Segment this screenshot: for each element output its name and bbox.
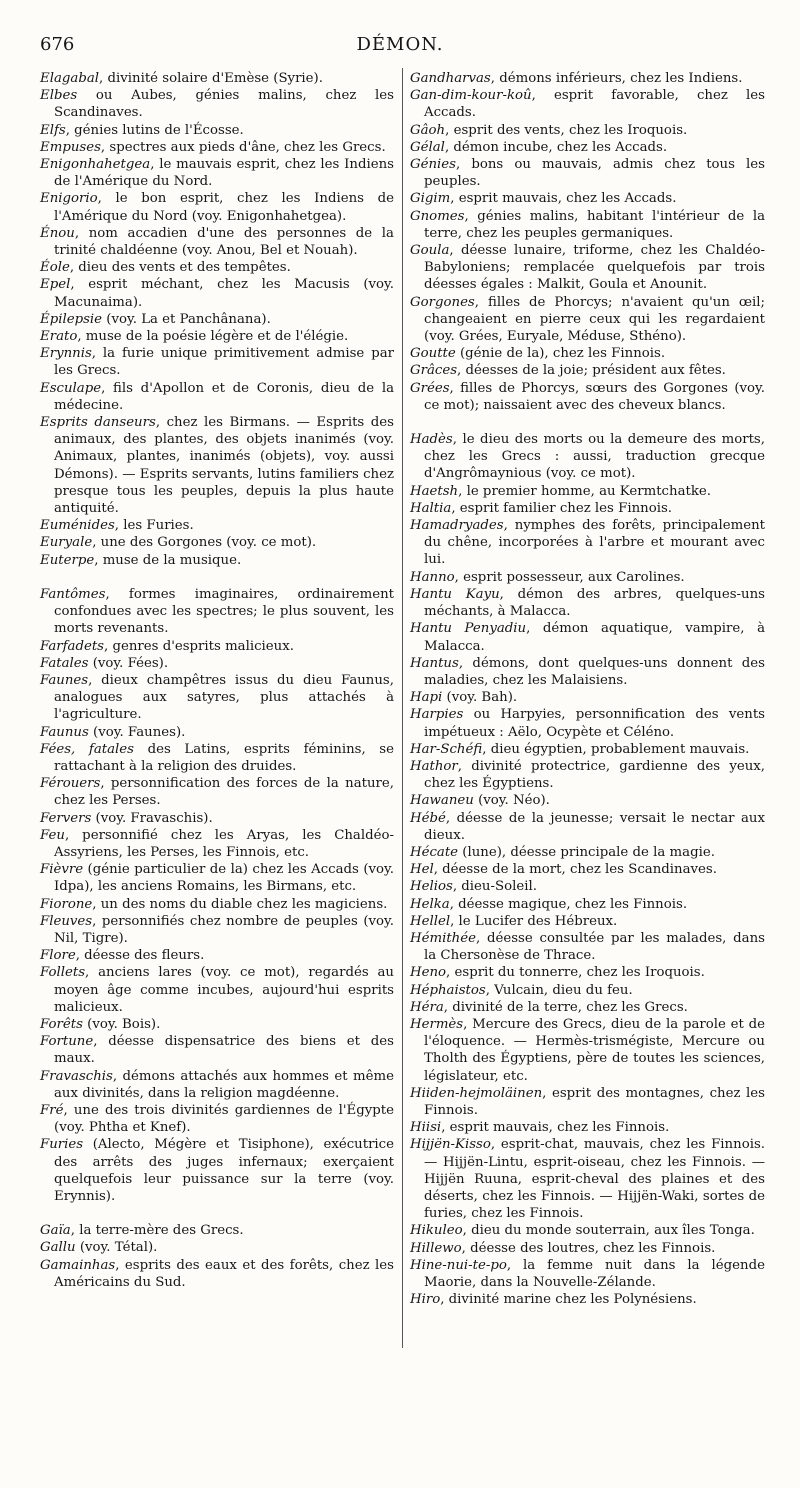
dictionary-entry [410, 1085, 765, 1119]
entry-term: Gorgones [410, 294, 475, 310]
dictionary-entry [410, 964, 765, 981]
dictionary-entry [40, 311, 394, 328]
entry-term: Éole [40, 260, 70, 276]
dictionary-entry [410, 1291, 765, 1308]
entry-definition: (voy. Faunes). [88, 724, 186, 740]
dictionary-entry [410, 706, 765, 740]
entry-definition: , dieu-Soleil. [452, 879, 537, 895]
entry-term: Hikuleo [410, 1223, 463, 1239]
entry-term: Fré [40, 1102, 64, 1118]
entry-definition: , dieux champêtres issus du dieu Faunus, analogues aux satyres, plus attachés à l'agriculture. [54, 672, 394, 723]
entry-definition: , dieu des vents et des tempêtes. [69, 260, 291, 276]
entry-definition: (voy. Tétal). [75, 1240, 158, 1256]
entry-definition: , déesse consultée par les malades, dans la Chersonèse de Thrace. [424, 930, 765, 964]
entry-term: Épilepsie [40, 311, 103, 327]
column-divider [402, 68, 403, 1348]
entry-definition: (voy. Fées). [88, 655, 169, 671]
entry-term: Gélal [410, 139, 445, 155]
entry-definition: , divinité marine chez les Polynésiens. [440, 1292, 697, 1308]
dictionary-entry [410, 930, 765, 964]
dictionary-entry [40, 947, 394, 964]
entry-definition: , esprit mauvais, chez les Accads. [450, 191, 677, 207]
dictionary-entry [40, 861, 394, 895]
entry-term: Grâces [410, 363, 458, 379]
entry-definition: des Latins, esprits féminins, se rattachant à la religion des druides. [54, 741, 394, 774]
dictionary-entry [410, 586, 765, 620]
dictionary-entry [410, 362, 765, 379]
entry-definition: , dieu du monde souterrain, aux îles Tonga. [462, 1223, 755, 1239]
entry-term: Hécate [410, 844, 459, 860]
section-gap [40, 1205, 394, 1222]
dictionary-entry [410, 741, 765, 758]
entry-term: Elfs [40, 122, 66, 138]
entry-term: Héphaistos [410, 982, 486, 998]
dictionary-entry [410, 999, 765, 1016]
entry-definition: , esprit mauvais, chez les Finnois. [441, 1120, 670, 1136]
entry-term: Hawaneu [410, 793, 474, 809]
entry-term: Heno [410, 965, 447, 981]
entry-definition: , genres d'esprits malicieux. [104, 638, 294, 654]
entry-definition: , divinité solaire d'Emèse (Syrie). [99, 71, 323, 86]
entry-term: Fièvre [40, 862, 84, 878]
entry-definition: , esprit possesseur, aux Carolines. [454, 569, 685, 585]
dictionary-entry [410, 122, 765, 139]
dictionary-entry [410, 1016, 765, 1085]
dictionary-entry [40, 586, 394, 638]
entry-term: Farfadets [40, 638, 105, 654]
dictionary-entry [410, 878, 765, 895]
dictionary-entry [40, 638, 394, 655]
entry-term: Hijjën-Kisso [410, 1137, 491, 1153]
entry-definition: , esprit des vents, chez les Iroquois. [445, 122, 688, 138]
entry-term: Gâoh [410, 122, 446, 138]
dictionary-entry [410, 982, 765, 999]
entry-term: Hel [410, 862, 434, 878]
entry-definition: , esprit favorable, chez les Accads. [424, 88, 765, 121]
entry-definition: (voy. Bah). [442, 690, 518, 706]
entry-term: Goula [410, 243, 450, 259]
entry-term: Hellel [410, 913, 451, 929]
entry-definition: , personnifié chez les Aryas, les Chaldéo-Assyriens, les Perses, les Finnois, etc. [54, 827, 394, 860]
dictionary-entry [40, 1033, 394, 1067]
entry-definition: , déesse de la jeunesse; versait le nectar aux dieux. [424, 810, 765, 843]
page-number: 676 [40, 34, 75, 55]
entry-definition: , la furie unique primitivement admise par les Grecs. [54, 346, 394, 379]
entry-definition: , muse de la poésie légère et de l'élégie. [77, 329, 349, 345]
entry-definition: (voy. Fravaschis). [91, 810, 213, 826]
dictionary-entry [410, 569, 765, 586]
dictionary-entry [40, 139, 394, 156]
entry-term: Helios [410, 879, 453, 895]
entry-definition: , déesse des fleurs. [75, 948, 205, 964]
entry-definition: , chez les Birmans. — Esprits des animaux, des plantes, des objets inanimés (voy. Animaux, plantes, inanimés (objets), voy. aussi Démons). — Esprits servants, lutins familiers chez presque tous les peuples, depuis la plus haute antiquité. [54, 415, 394, 517]
entry-term: Furies [40, 1137, 84, 1153]
entry-term: Hiiden-hejmoläinen [410, 1085, 543, 1101]
entry-definition: , la terre-mère des Grecs. [70, 1223, 244, 1239]
entry-definition: , démon aquatique, vampire, à Malacca. [424, 621, 765, 654]
dictionary-entry [40, 741, 394, 775]
dictionary-entry [410, 1136, 765, 1222]
page-header [40, 34, 760, 58]
entry-definition: (voy. Néo). [473, 793, 550, 809]
entry-definition: , Mercure des Grecs, dieu de la parole et de l'éloquence. — Hermès-trismégiste, Mercure ou Tholth des Égyptiens, père de toutes les sciences, législateur, etc. [424, 1016, 765, 1084]
dictionary-entry [410, 156, 765, 190]
entry-term: Hapi [410, 690, 443, 706]
dictionary-entry [410, 431, 765, 483]
entry-term: Gallu [40, 1240, 76, 1256]
entry-term: Hamadryades [410, 518, 504, 534]
entry-term: Elbes [40, 88, 78, 104]
entry-definition: , une des trois divinités gardiennes de l'Égypte (voy. Phtha et Knef). [54, 1102, 394, 1136]
entry-definition: , déesse lunaire, triforme, chez les Chaldéo-Babyloniens; remplacée quelquefois par trois déesses égales : Malkit, Goula et Anounit. [424, 243, 765, 293]
section-gap [40, 569, 394, 586]
entry-definition: , esprit familier chez les Finnois. [451, 500, 673, 516]
dictionary-entry [410, 689, 765, 706]
entry-definition: , divinité protectrice, gardienne des yeux, chez les Égyptiens. [424, 758, 765, 792]
entry-definition: , esprit-chat, mauvais, chez les Finnois. — Hijjën-Lintu, esprit-oiseau, chez les Finnois. — Hijjën Ruuna, esprit-cheval des plaines et des déserts, chez les Finnois. — Hijjën-Waki, sortes de furies, chez les Finnois. [424, 1137, 765, 1222]
entry-term: Fatales [40, 655, 89, 671]
entry-term: Hébé [410, 810, 446, 826]
entry-definition: , esprit des montagnes, chez les Finnois. [424, 1085, 765, 1118]
dictionary-entry [40, 1239, 394, 1256]
entry-term: Héra [410, 999, 444, 1015]
dictionary-entry [410, 1257, 765, 1291]
entry-term: Hillewo [410, 1240, 462, 1256]
entry-term: Goutte [410, 346, 456, 362]
entry-term: Gan-dim-kour-koû [410, 88, 532, 104]
running-head: DÉMON. [356, 34, 444, 55]
dictionary-entry [410, 792, 765, 809]
entry-term: Férouers [40, 776, 101, 792]
dictionary-entry [40, 913, 394, 947]
dictionary-entry [40, 827, 394, 861]
entry-definition: , spectres aux pieds d'âne, chez les Grecs. [100, 139, 386, 155]
dictionary-entry [410, 810, 765, 844]
entry-term: Forêts [40, 1016, 83, 1032]
entry-term: Génies [410, 157, 457, 173]
entry-definition: ou Aubes, génies malins, chez les Scandinaves. [54, 88, 394, 121]
entry-term: Hantus [410, 655, 459, 671]
dictionary-entry [410, 913, 765, 930]
dictionary-entry [410, 380, 765, 414]
dictionary-entry [40, 517, 394, 534]
entry-term: Euryale [40, 535, 93, 551]
entry-term: Fravaschis [40, 1068, 113, 1084]
entry-term: Harpies [410, 707, 464, 723]
dictionary-entry [40, 70, 394, 87]
entry-definition: , le bon esprit, chez les Indiens de l'Amérique du Nord (voy. Enigonhahetgea). [54, 191, 394, 224]
dictionary-entry [40, 156, 394, 190]
dictionary-entry [40, 380, 394, 414]
entry-term: Erato [40, 329, 78, 345]
entry-term: Fées, fatales [40, 741, 134, 757]
dictionary-entry [40, 122, 394, 139]
dictionary-entry [40, 1222, 394, 1239]
entry-definition: , déesses de la joie; président aux fêtes. [457, 363, 726, 379]
entry-definition: ou Harpyies, personnification des vents impétueux : Aëlo, Ocypète et Céléno. [424, 707, 765, 740]
entry-term: Helka [410, 896, 450, 912]
entry-definition: (voy. Bois). [82, 1016, 161, 1032]
entry-definition: , le Lucifer des Hébreux. [450, 913, 618, 929]
dictionary-entry [410, 139, 765, 156]
entry-term: Esprits danseurs [40, 415, 156, 431]
dictionary-entry [410, 1119, 765, 1136]
entry-term: Fleuves [40, 913, 93, 929]
entry-definition: (voy. La et Panchânana). [102, 311, 271, 327]
entry-definition: , démon des arbres, quelques-uns méchants, à Malacca. [424, 586, 765, 620]
dictionary-entry [40, 655, 394, 672]
entry-term: Hantu Penyadiu [410, 621, 527, 637]
dictionary-entry [410, 1240, 765, 1257]
entry-term: Epel [40, 277, 71, 293]
entry-term: Fiorone [40, 896, 93, 912]
entry-term: Gaïa [40, 1223, 71, 1239]
entry-term: Hathor [410, 758, 458, 774]
dictionary-entry [40, 810, 394, 827]
entry-definition: , le mauvais esprit, chez les Indiens de l'Amérique du Nord. [54, 157, 394, 190]
entry-definition: , Vulcain, dieu du feu. [485, 982, 633, 998]
entry-term: Énou [40, 225, 75, 241]
entry-definition: , filles de Phorcys; n'avaient qu'un œil; changeaient en pierre ceux qui les regardaient (voy. Grées, Euryale, Méduse, Sthéno). [424, 294, 765, 345]
entry-term: Elagabal [40, 71, 100, 86]
dictionary-entry [410, 345, 765, 362]
dictionary-entry [40, 190, 394, 224]
entry-definition: (génie particulier de la) chez les Accads (voy. Idpa), les anciens Romains, les Birmans, etc. [54, 862, 394, 895]
entry-term: Follets [40, 965, 86, 981]
entry-term: Hiro [410, 1292, 441, 1308]
entry-term: Erynnis [40, 346, 92, 362]
entry-term: Haltia [410, 500, 452, 516]
dictionary-entry [410, 294, 765, 346]
entry-definition: , un des noms du diable chez les magiciens. [92, 896, 388, 912]
dictionary-entry [40, 724, 394, 741]
entry-definition: , génies malins, habitant l'intérieur de la terre, chez les peuples germaniques. [424, 208, 765, 241]
entry-definition: , personnification des forces de la nature, chez les Perses. [54, 776, 394, 809]
entry-definition: , le dieu des morts ou la demeure des morts, chez les Grecs : aussi, traduction grecque d'Angrômaynious (voy. ce mot). [424, 432, 765, 482]
entry-definition: , la femme nuit dans la légende Maorie, dans la Nouvelle-Zélande. [424, 1257, 765, 1291]
dictionary-entry [410, 208, 765, 242]
entry-term: Hanno [410, 569, 455, 585]
right-column [410, 70, 765, 1308]
entry-definition: , anciens lares (voy. ce mot), regardés au moyen âge comme incubes, aujourd'hui esprits malicieux. [54, 965, 394, 1015]
entry-definition: , fils d'Apollon et de Coronis, dieu de la médecine. [54, 380, 394, 413]
dictionary-entry [410, 620, 765, 654]
dictionary-entry [410, 896, 765, 913]
dictionary-entry [410, 87, 765, 121]
dictionary-entry [40, 276, 394, 310]
entry-definition: , déesse dispensatrice des biens et des maux. [54, 1034, 394, 1067]
dictionary-entry [410, 758, 765, 792]
entry-term: Gamainhas [40, 1257, 116, 1273]
entry-definition: , personnifiés chez nombre de peuples (voy. Nil, Tigre). [54, 913, 394, 946]
dictionary-entry [410, 844, 765, 861]
entry-term: Fortune [40, 1034, 94, 1050]
entry-term: Gandharvas [410, 71, 491, 86]
entry-definition: (génie de la), chez les Finnois. [455, 346, 666, 362]
entry-definition: , démons attachés aux hommes et même aux divinités, dans la religion magdéenne. [54, 1068, 394, 1101]
dictionary-entry [40, 225, 394, 259]
entry-definition: , muse de la musique. [94, 552, 242, 568]
dictionary-entry [40, 1016, 394, 1033]
entry-definition: , filles de Phorcys, sœurs des Gorgones (voy. ce mot); naissaient avec des cheveux blancs. [424, 380, 765, 413]
entry-definition: , le premier homme, au Kermtchatke. [458, 483, 711, 499]
dictionary-entry [40, 414, 394, 517]
entry-definition: , nom accadien d'une des personnes de la trinité chaldéenne (voy. Anou, Bel et Nouah). [54, 225, 394, 259]
entry-term: Hiisi [410, 1120, 442, 1136]
entry-definition: , une des Gorgones (voy. ce mot). [92, 535, 317, 551]
entry-term: Hantu Kayu [410, 586, 500, 602]
entry-definition: , formes imaginaires, ordinairement confondues avec les spectres; le plus souvent, les morts revenants. [54, 586, 394, 637]
dictionary-entry [40, 552, 394, 569]
entry-definition: , divinité de la terre, chez les Grecs. [443, 999, 688, 1015]
entry-definition: (lune), déesse principale de la magie. [458, 844, 715, 860]
dictionary-entry [40, 87, 394, 121]
entry-definition: , démon incube, chez les Accads. [444, 139, 668, 155]
entry-term: Gigim [410, 191, 451, 207]
entry-definition: , bons ou mauvais, admis chez tous les peuples. [424, 157, 765, 190]
entry-term: Feu [40, 827, 65, 843]
dictionary-entry [410, 190, 765, 207]
entry-definition: , esprits des eaux et des forêts, chez les Américains du Sud. [54, 1257, 394, 1290]
entry-definition: , déesse magique, chez les Finnois. [449, 896, 688, 912]
entry-definition: , esprit méchant, chez les Macusis (voy. Macunaima). [54, 277, 394, 310]
entry-term: Hadès [410, 432, 453, 448]
entry-term: Empuses [40, 139, 101, 155]
entry-term: Fantômes [40, 586, 106, 602]
entry-term: Faunus [40, 724, 89, 740]
entry-term: Hémithée [410, 930, 476, 946]
section-gap [410, 414, 765, 431]
dictionary-entry [40, 1068, 394, 1102]
entry-term: Haetsh [410, 483, 459, 499]
dictionary-entry [410, 655, 765, 689]
entry-definition: (Alecto, Mégère et Tisiphone), exécutrice des arrêts des juges infernaux; exerçaient quelquefois leur puissance sur la terre (voy. Erynnis). [54, 1137, 394, 1204]
dictionary-entry [40, 1102, 394, 1136]
entry-definition: , les Furies. [114, 518, 194, 534]
entry-term: Enigonhahetgea [40, 157, 151, 173]
left-column [40, 70, 394, 1291]
dictionary-entry [410, 483, 765, 500]
entry-definition: , dieu égyptien, probablement mauvais. [482, 741, 750, 757]
dictionary-entry [40, 345, 394, 379]
dictionary-entry [40, 534, 394, 551]
dictionary-entry [410, 500, 765, 517]
entry-term: Esculape [40, 380, 102, 396]
dictionary-entry [410, 70, 765, 87]
entry-term: Gnomes [410, 208, 465, 224]
dictionary-entry [40, 896, 394, 913]
entry-definition: , nymphes des forêts, principalement du chêne, incorporées à l'arbre et mourant avec lui. [424, 518, 765, 568]
entry-definition: , démons, dont quelques-uns donnent des maladies, chez les Malaisiens. [424, 655, 765, 688]
dictionary-entry [40, 672, 394, 724]
entry-definition: , déesse de la mort, chez les Scandinaves. [433, 862, 717, 878]
entry-term: Euterpe [40, 552, 95, 568]
entry-term: Har-Schéfi [410, 741, 483, 757]
entry-definition: , génies lutins de l'Écosse. [65, 122, 244, 138]
dictionary-entry [40, 1257, 394, 1291]
entry-term: Flore [40, 948, 76, 964]
dictionary-entry [40, 775, 394, 809]
entry-term: Fervers [40, 810, 92, 826]
dictionary-entry [410, 517, 765, 569]
entry-definition: , esprit du tonnerre, chez les Iroquois. [446, 965, 705, 981]
entry-term: Hine-nui-te-po [410, 1257, 507, 1273]
dictionary-entry [410, 1222, 765, 1239]
dictionary-entry [410, 242, 765, 294]
entry-term: Euménides [40, 518, 115, 534]
entry-definition: , démons inférieurs, chez les Indiens. [490, 71, 743, 86]
entry-term: Enigorio [40, 191, 98, 207]
entry-definition: , déesse des loutres, chez les Finnois. [461, 1240, 716, 1256]
entry-term: Grées [410, 380, 450, 396]
dictionary-entry [40, 259, 394, 276]
dictionary-entry [40, 964, 394, 1016]
dictionary-entry [410, 861, 765, 878]
entry-term: Hermès [410, 1016, 464, 1032]
dictionary-entry [40, 328, 394, 345]
dictionary-entry [40, 1136, 394, 1205]
entry-term: Faunes [40, 672, 89, 688]
